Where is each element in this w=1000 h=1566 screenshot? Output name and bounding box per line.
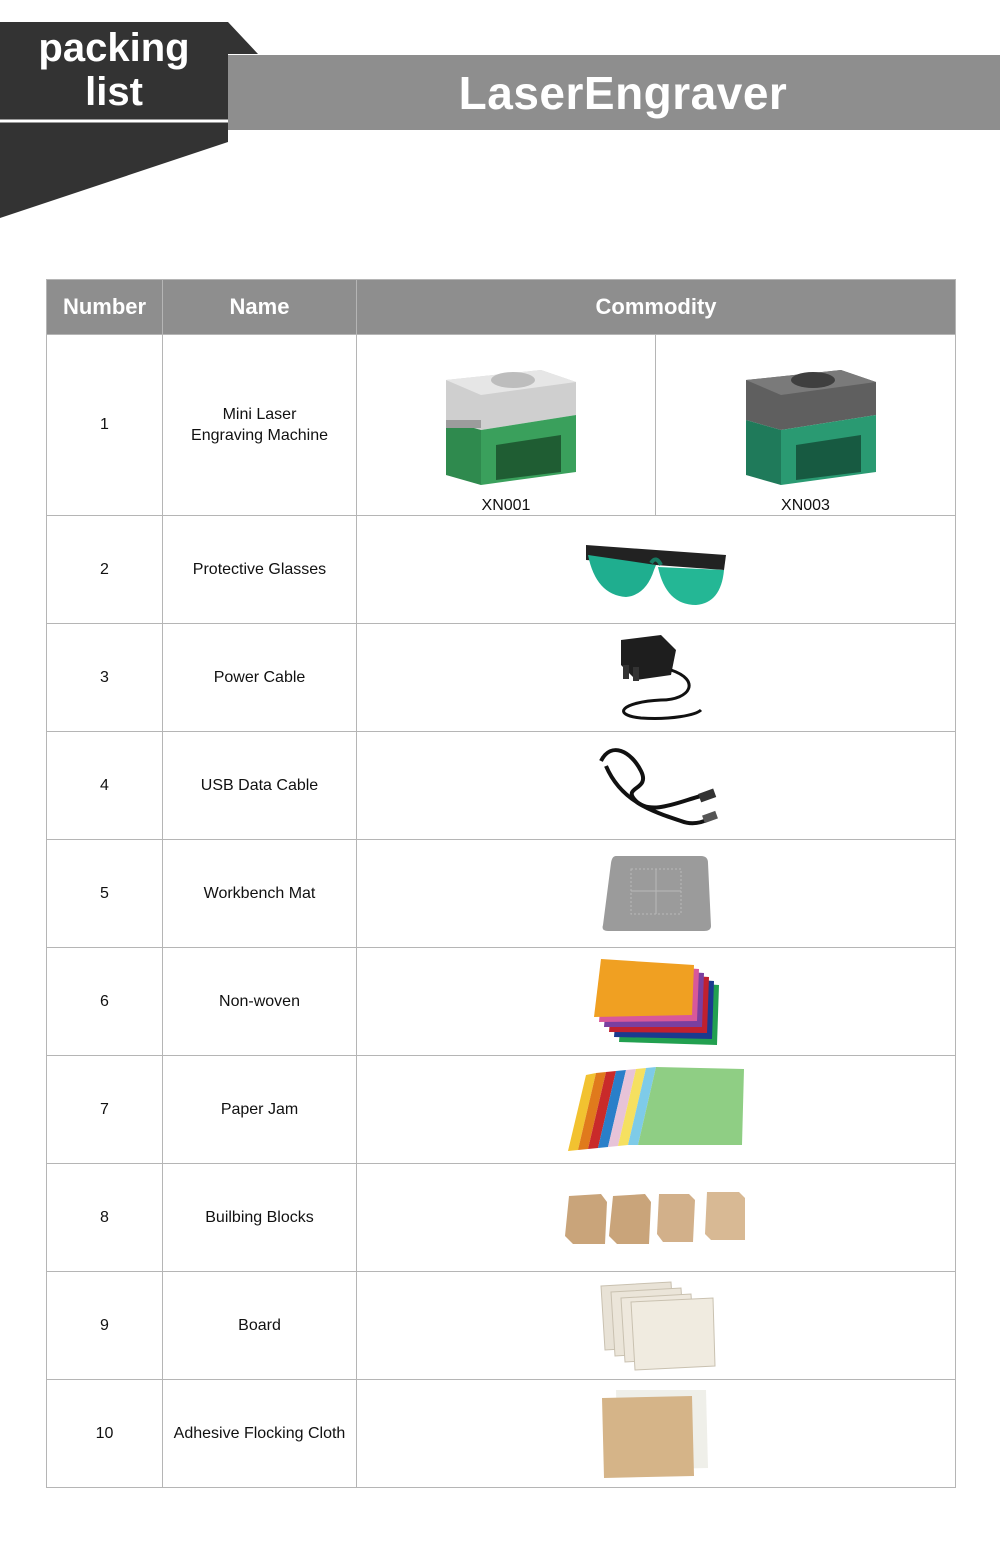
row-name-line2: Engraving Machine: [191, 427, 328, 444]
felt-sheets-icon: [589, 957, 724, 1047]
laser-engraver-icon: [731, 360, 881, 490]
table-row: [47, 732, 956, 840]
paper-sheets-icon: [566, 1065, 746, 1155]
table-row: [47, 840, 956, 948]
row-number: 8: [47, 1164, 163, 1272]
column-header-name: Name: [163, 280, 357, 335]
table-row: [47, 1272, 956, 1380]
row-number: 1: [47, 335, 163, 516]
commodity-cell: [357, 1272, 956, 1380]
model-label-xn001: XN001: [481, 497, 531, 514]
table-row: [47, 1056, 956, 1164]
row-name: Protective Glasses: [163, 516, 357, 624]
commodity-cell: [357, 1056, 956, 1164]
row-number: 2: [47, 516, 163, 624]
commodity-cell-xn003: [656, 335, 956, 516]
row-number: 6: [47, 948, 163, 1056]
table-row: [47, 948, 956, 1056]
table-row: [47, 1380, 956, 1488]
row-name: Paper Jam: [163, 1056, 357, 1164]
row-name: Power Cable: [163, 624, 357, 732]
commodity-cell: [357, 1164, 956, 1272]
corner-line2: list: [85, 70, 143, 114]
row-number: 9: [47, 1272, 163, 1380]
row-name: USB Data Cable: [163, 732, 357, 840]
page-title: LaserEngraver: [458, 66, 788, 119]
commodity-cell-xn001: [357, 335, 656, 516]
row-number: 4: [47, 732, 163, 840]
row-name: Adhesive Flocking Cloth: [163, 1380, 357, 1488]
row-name: Non-woven: [163, 948, 357, 1056]
corner-label: [0, 26, 228, 114]
row-name-line1: Mini Laser: [222, 406, 297, 423]
commodity-cell: [357, 1380, 956, 1488]
commodity-cell: [357, 732, 956, 840]
table-row: [47, 516, 956, 624]
row-number: 5: [47, 840, 163, 948]
row-name: [163, 335, 357, 516]
power-adapter-icon: [601, 630, 711, 725]
boards-icon: [591, 1278, 721, 1373]
packing-list-table: [46, 279, 956, 1488]
row-number: 10: [47, 1380, 163, 1488]
commodity-cell: [357, 840, 956, 948]
table-row: [47, 1164, 956, 1272]
commodity-cell: [357, 516, 956, 624]
model-label-xn003: XN003: [781, 497, 830, 514]
row-name: Builbing Blocks: [163, 1164, 357, 1272]
row-name: Workbench Mat: [163, 840, 357, 948]
workbench-mat-icon: [596, 851, 716, 936]
table-row: [47, 624, 956, 732]
flocking-cloth-icon: [596, 1386, 716, 1481]
row-number: 7: [47, 1056, 163, 1164]
column-header-number: Number: [47, 280, 163, 335]
table-row: [47, 335, 956, 516]
column-header-commodity: Commodity: [357, 280, 956, 335]
laser-engraver-icon: [431, 360, 581, 490]
usb-cable-icon: [591, 741, 721, 831]
row-name: Board: [163, 1272, 357, 1380]
table-header-row: [47, 280, 956, 335]
wood-blocks-icon: [561, 1188, 751, 1248]
corner-line1: packing: [38, 26, 190, 70]
protective-glasses-icon: [576, 525, 736, 615]
commodity-cell: [357, 948, 956, 1056]
commodity-cell: [357, 624, 956, 732]
row-number: 3: [47, 624, 163, 732]
